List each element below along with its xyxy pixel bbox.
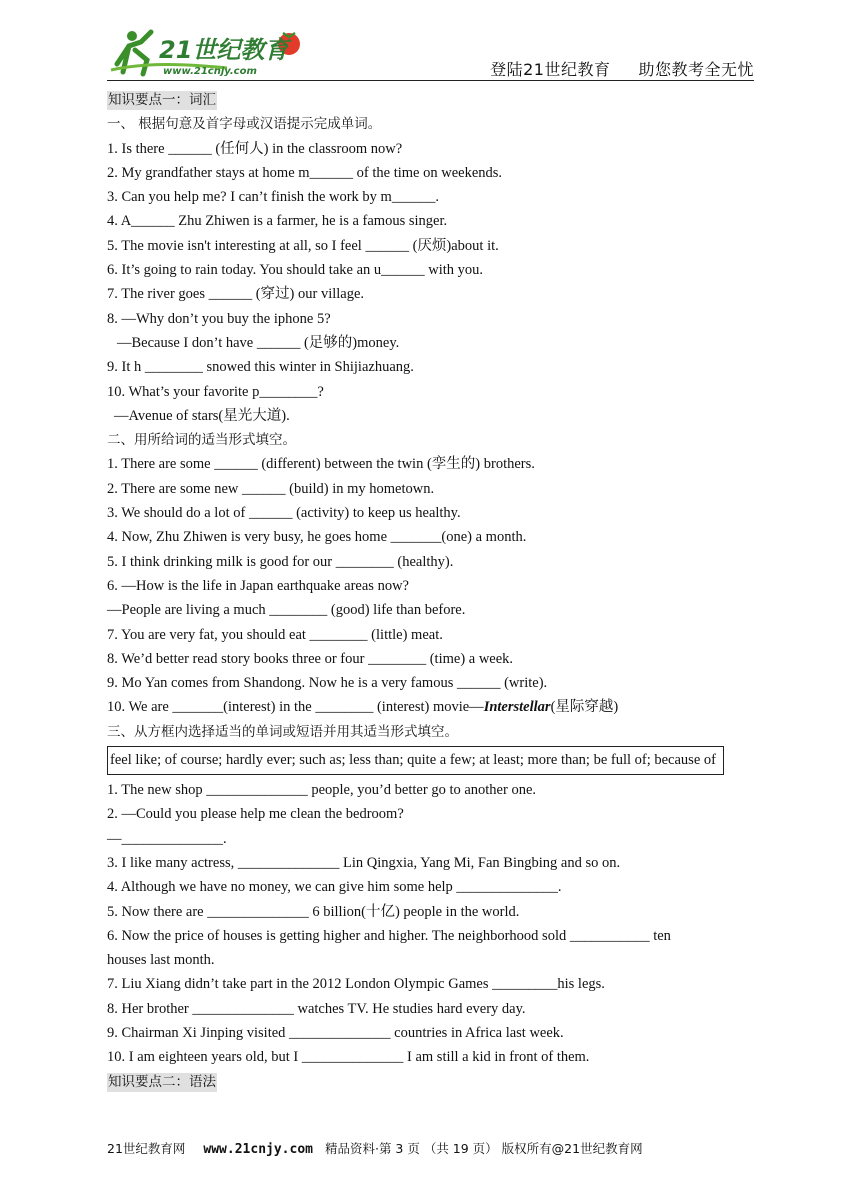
list-item: 10. What’s your favorite p________? (107, 383, 324, 400)
list-item: 3. Can you help me? I can’t finish the work by m______. (107, 189, 439, 206)
list-item: 4. Now, Zhu Zhiwen is very busy, he goes home _______(one) a month. (107, 529, 527, 546)
footer-url: www.21cnjy.com (203, 1142, 313, 1157)
site-logo (107, 24, 307, 78)
list-item: —Because I don’t have ______ (足够的)money. (117, 334, 400, 351)
list-item: 5. The movie isn't interesting at all, so I feel ______ (厌烦)about it. (107, 237, 499, 254)
list-item: 2. —Could you please help me clean the bedroom? (107, 806, 404, 823)
list-item: 3. I like many actress, ______________ Lin Qingxia, Yang Mi, Fan Bingbing and so on. (107, 854, 621, 871)
header-divider (107, 80, 754, 81)
list-item: 8. —Why don’t you buy the iphone 5? (107, 310, 331, 327)
list-item: 1. Is there ______ (任何人) in the classroom now? (107, 140, 403, 157)
list-item: 3. We should do a lot of ______ (activity) to keep us healthy. (107, 505, 461, 522)
list-item: 9. Chairman Xi Jinping visited ______________ countries in Africa last week. (107, 1024, 564, 1041)
part2-title: 二、用所给词的适当形式填空。 (107, 432, 296, 449)
logo-graphic (107, 24, 307, 78)
list-item: 7. You are very fat, you should eat ________ (little) meat. (107, 626, 443, 643)
list-item: 7. Liu Xiang didn’t take part in the 2012 London Olympic Games _________his legs. (107, 976, 605, 993)
slogan-left: 登陆21世纪教育 (490, 60, 611, 79)
word-box: feel like; of course; hardly ever; such as; less than; quite a few; at least; more than; be full of; because of (107, 746, 724, 775)
list-item: 7. The river goes ______ (穿过) our village. (107, 286, 365, 303)
svg-text:www.21cnjy.com: www.21cnjy.com (163, 66, 257, 77)
list-item: 5. I think drinking milk is good for our ________ (healthy). (107, 553, 454, 570)
list-item: 4. Although we have no money, we can give him some help ______________. (107, 879, 562, 896)
list-item: 6. It’s going to rain today. You should take an u______ with you. (107, 262, 484, 279)
page-footer (107, 1139, 754, 1157)
movie-title: Interstellar (483, 699, 551, 716)
footer-page-info: 精品资料·第 3 页 （共 19 页） 版权所有@21世纪教育网 (324, 1141, 643, 1156)
list-item: 1. The new shop ______________ people, you’d better go to another one. (107, 782, 537, 799)
slogan-right: 助您教考全无忧 (638, 60, 754, 79)
list-item: 2. There are some new ______ (build) in my hometown. (107, 480, 435, 497)
part3-title: 三、从方框内选择适当的单词或短语并用其适当形式填空。 (107, 723, 458, 740)
list-item: —Avenue of stars(星光大道). (114, 407, 290, 424)
section-title-grammar: 知识要点二：语法 (108, 1073, 216, 1090)
section-title-vocabulary: 知识要点一：词汇 (108, 92, 216, 108)
list-item: 6. Now the price of houses is getting higher and higher. The neighborhood sold ___________ ten (107, 927, 671, 944)
list-item: 1. There are some ______ (different) between the twin (孪生的) brothers. (107, 456, 535, 473)
list-item: 2. My grandfather stays at home m______ of the time on weekends. (107, 164, 503, 181)
list-item: 8. We’d better read story books three or four ________ (time) a week. (107, 650, 514, 667)
part1-title: 一、 根据句意及首字母或汉语提示完成单词。 (107, 116, 382, 133)
list-item: —______________. (107, 830, 227, 847)
list-item: 8. Her brother ______________ watches TV. He studies hard every day. (107, 1000, 526, 1017)
list-item: 4. A______ Zhu Zhiwen is a farmer, he is a famous singer. (107, 213, 448, 230)
list-item: 9. Mo Yan comes from Shandong. Now he is a very famous ______ (write). (107, 675, 548, 692)
list-item-10 (107, 695, 727, 719)
list-item: houses last month. (107, 952, 215, 969)
list-item: —People are living a much ________ (good) life than before. (107, 602, 466, 619)
list-item: 10. I am eighteen years old, but I ______________ I am still a kid in front of them. (107, 1049, 590, 1066)
document-body (107, 88, 727, 1094)
svg-text:21世纪教育: 21世纪教育 (159, 36, 289, 64)
list-item: 5. Now there are ______________ 6 billion(十亿) people in the world. (107, 903, 520, 920)
footer-site: 21世纪教育网 (107, 1141, 186, 1156)
header-slogan (490, 57, 754, 80)
list-item: 6. —How is the life in Japan earthquake areas now? (107, 577, 409, 594)
page-header (107, 20, 754, 82)
item10-text: 10. We are _______(interest) in the ________ (interest) movie— (107, 699, 484, 716)
list-item: 9. It h ________ snowed this winter in Shijiazhuang. (107, 359, 414, 376)
item10-tail: (星际穿越) (550, 699, 619, 716)
